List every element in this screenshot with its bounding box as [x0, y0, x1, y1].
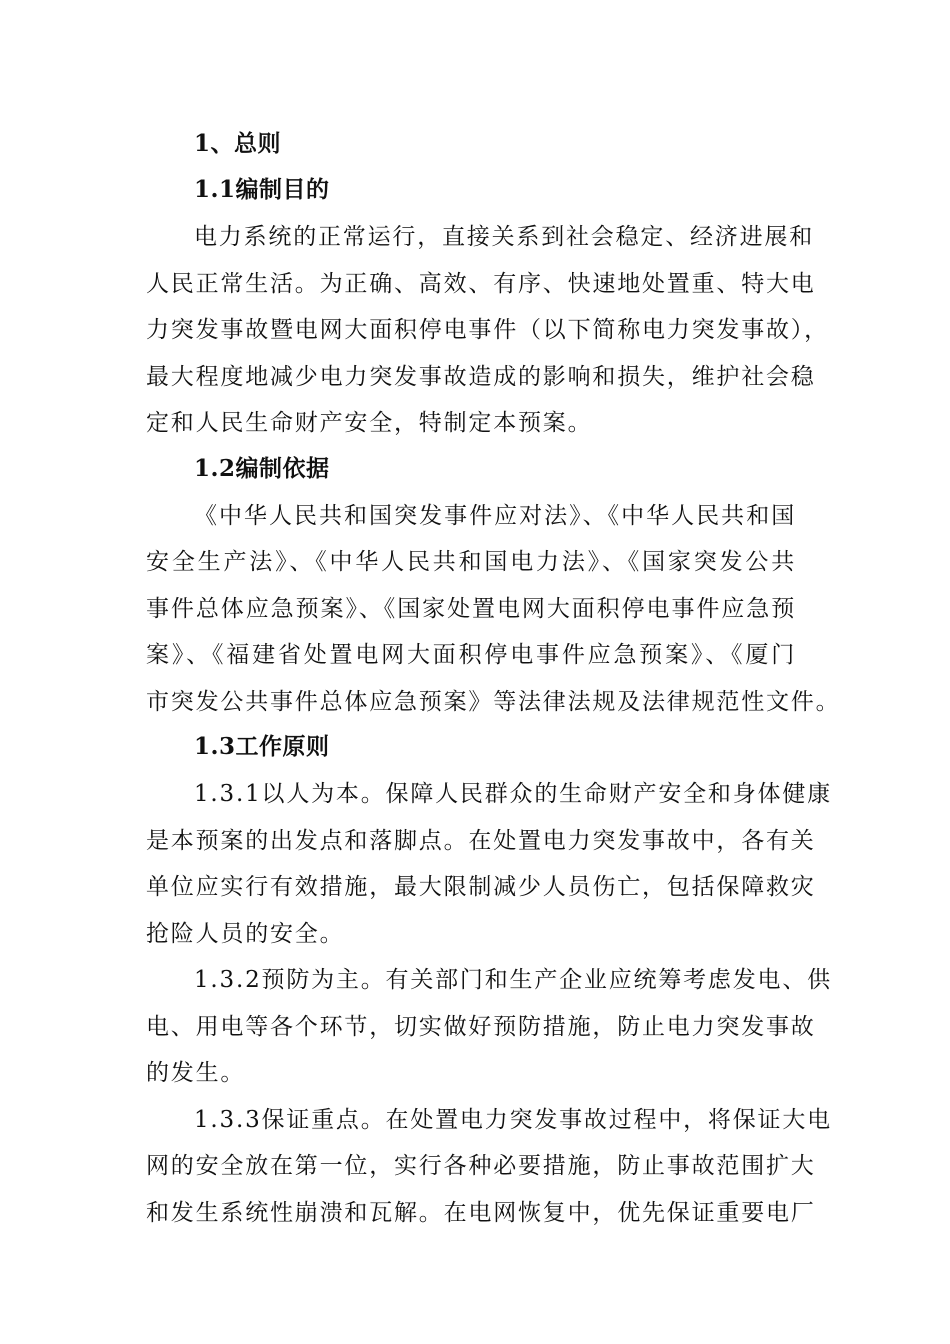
text-line: 电、用电等各个环节，切实做好预防措施，防止电力突发事故: [146, 1013, 816, 1040]
section-heading-general: 1、总则: [194, 130, 282, 157]
text-line: 安全生产法》、《中华人民共和国电力法》、《国家突发公共: [146, 549, 796, 575]
text-line: 人民正常生活。为正确、高效、有序、快速地处置重、特大电: [146, 270, 816, 297]
paragraph-prevention: [146, 957, 832, 1097]
text-line: 案》、《福建省处置电网大面积停电事件应急预案》、《厦门: [146, 642, 796, 668]
text-line: 抢险人员的安全。: [146, 920, 345, 947]
text-line: 网的安全放在第一位，实行各种必要措施，防止事故范围扩大: [146, 1153, 816, 1179]
section-heading-principles: 1.3工作原则: [194, 733, 330, 760]
text-line: 电力系统的正常运行，直接关系到社会稳定、经济进展和: [194, 224, 814, 250]
text-line: 是本预案的出发点和落脚点。在处置电力突发事故中，各有关: [146, 827, 816, 854]
section-heading-basis: 1.2编制依据: [194, 454, 330, 482]
text-line: 单位应实行有效措施，最大限制减少人员伤亡，包括保障救灾: [146, 874, 816, 900]
text-line: 1.3.3保证重点。在处置电力突发事故过程中，将保证大电: [194, 1106, 832, 1133]
text-line: 事件总体应急预案》、《国家处置电网大面积停电事件应急预: [146, 595, 796, 622]
text-line: 定和人民生命财产安全，特制定本预案。: [146, 410, 593, 436]
document-body: [146, 122, 841, 1236]
paragraph-people-first: [146, 771, 832, 957]
text-line: 和发生系统性崩溃和瓦解。在电网恢复中，优先保证重要电厂: [146, 1199, 816, 1226]
text-line: 的发生。: [146, 1060, 246, 1086]
section-heading-purpose: 1.1编制目的: [194, 176, 330, 203]
text-line: 最大程度地减少电力突发事故造成的影响和损失，维护社会稳: [146, 363, 816, 390]
text-line: 力突发事故暨电网大面积停电事件（以下简称电力突发事故），: [146, 317, 829, 343]
text-line: 1.3.2预防为主。有关部门和生产企业应统筹考虑发电、供: [194, 967, 832, 993]
text-line: 《中华人民共和国突发事件应对法》、《中华人民共和国: [194, 502, 796, 529]
text-line: 1.3.1以人为本。保障人民群众的生命财产安全和身体健康: [194, 781, 832, 807]
paragraph-key-points: [146, 1097, 832, 1237]
paragraph-basis: [146, 493, 841, 726]
paragraph-purpose: [146, 214, 829, 447]
text-line: 市突发公共事件总体应急预案》等法律法规及法律规范性文件。: [146, 688, 841, 715]
